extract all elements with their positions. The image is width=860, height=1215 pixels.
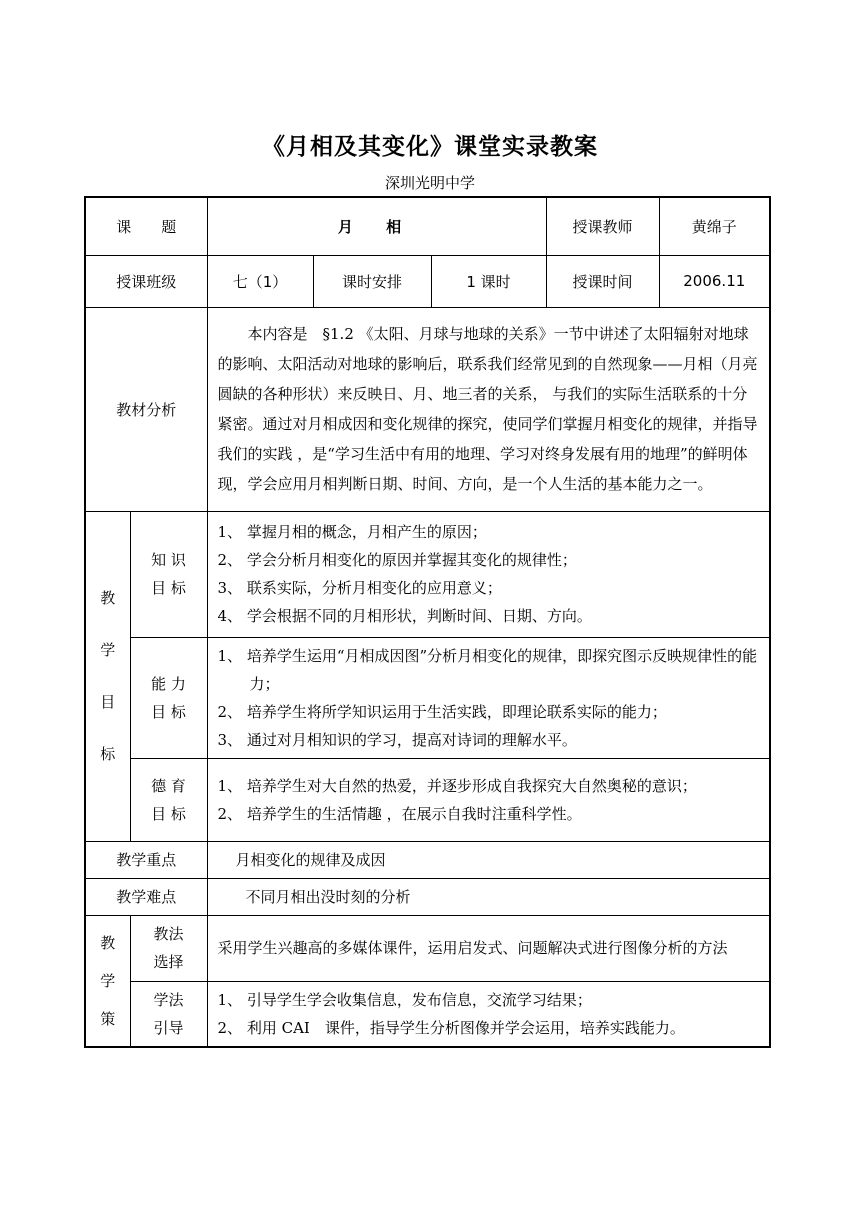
class-label: 授课班级: [85, 255, 207, 307]
time-value: 2006.11: [659, 255, 770, 307]
list-item: 2、 培养学生将所学知识运用于生活实践，即理论联系实际的能力；: [217, 702, 667, 721]
ability-objective-row: [85, 637, 770, 758]
teaching-method-label: [130, 915, 207, 981]
topic-value: 月 相: [207, 197, 546, 255]
list-item: 3、 通过对月相知识的学习，提高对诗词的理解水平。: [217, 730, 577, 749]
learning-method-row: [85, 981, 770, 1047]
difficulty-row: [85, 878, 770, 915]
class-row: [85, 255, 770, 307]
moral-objective-row: [85, 758, 770, 841]
knowledge-label-line: 目 标: [151, 579, 186, 597]
strategy-label-char: 学: [100, 971, 116, 990]
list-item: 2、 学会分析月相变化的原因并掌握其变化的规律性；: [217, 551, 577, 569]
knowledge-objective-list: [207, 511, 770, 637]
topic-row: [85, 197, 770, 255]
topic-label: 课 题: [85, 197, 207, 255]
difficulty-label: 教学难点: [85, 878, 207, 915]
list-item: 2、 利用 CAI 课件，指导学生分析图像并学会运用，培养实践能力。: [217, 1018, 685, 1037]
learning-label-line: 学法: [153, 990, 184, 1009]
analysis-row: [85, 307, 770, 511]
list-item: 1、 掌握月相的概念，月相产生的原因；: [217, 523, 487, 541]
lesson-plan-table: [84, 196, 771, 1048]
key-point-text: 月相变化的规律及成因: [207, 841, 770, 878]
teaching-method-text: 采用学生兴趣高的多媒体课件，运用启发式、问题解决式进行图像分析的方法: [207, 915, 770, 981]
ability-label-line: 能 力: [151, 674, 186, 693]
knowledge-objective-label: [130, 511, 207, 637]
difficulty-text: 不同月相出没时刻的分析: [207, 878, 770, 915]
ability-label-line: 目 标: [151, 702, 186, 721]
objectives-label-char: 教: [100, 589, 116, 607]
list-item: 4、 学会根据不同的月相形状，判断时间、日期、方向。: [217, 607, 592, 625]
learning-method-label: [130, 981, 207, 1047]
key-point-row: [85, 841, 770, 878]
knowledge-objective-row: [85, 511, 770, 637]
method-label-line: 选择: [153, 953, 184, 971]
teacher-label: 授课教师: [546, 197, 659, 255]
method-label-line: 教法: [153, 925, 184, 943]
objectives-label: [85, 511, 130, 841]
analysis-text: 本内容是 §1.2 《太阳、月球与地球的关系》一节中讲述了太阳辐射对地球的影响、太阳活动对地球的影响后，联系我们经常见到的自然现象——月相（月亮圆缺的各种形状）来反映日、月、地三者的关系， 与我们的实际生活联系的十分紧密。通过对月相成因和变化规律的探究，使同学们掌握月相变化的规律，并指导我们的实践 ，是“学习生活中有用的地理、学习对终身发展有用的地理”的鲜明体现，学会应用月相判断日期、时间、方向，是一个人生活的基本能力之一。: [207, 307, 770, 511]
ability-objective-label: [130, 637, 207, 758]
objectives-label-char: 标: [100, 745, 116, 763]
moral-objective-list: [207, 758, 770, 841]
schedule-value: 1 课时: [431, 255, 546, 307]
moral-label-line: 目 标: [151, 804, 186, 823]
ability-objective-list: [207, 637, 770, 758]
learning-label-line: 引导: [153, 1018, 184, 1037]
list-item: 1、 培养学生对大自然的热爱，并逐步形成自我探究大自然奥秘的意识；: [217, 776, 697, 795]
time-label: 授课时间: [546, 255, 659, 307]
school-name: 深圳光明中学: [384, 174, 475, 192]
strategy-label-char: 教: [100, 933, 116, 952]
knowledge-label-line: 知 识: [151, 551, 186, 569]
class-value: 七（1）: [207, 255, 313, 307]
analysis-label: 教材分析: [85, 307, 207, 511]
learning-method-list: [207, 981, 770, 1047]
list-item: 1、 培养学生运用“月相成因图”分析月相变化的规律，即探究图示反映规律性的能力；: [217, 646, 758, 693]
list-item: 2、 培养学生的生活情趣 ，在展示自我时注重科学性。: [217, 804, 582, 823]
strategy-label-char: 策: [100, 1009, 116, 1028]
moral-objective-label: [130, 758, 207, 841]
moral-label-line: 德 育: [151, 776, 186, 795]
objectives-label-char: 学: [100, 641, 116, 659]
key-point-label: 教学重点: [85, 841, 207, 878]
document-title: 《月相及其变化》课堂实录教案: [262, 133, 598, 160]
strategy-label: [85, 915, 130, 1047]
list-item: 1、 引导学生学会收集信息，发布信息，交流学习结果；: [217, 990, 592, 1009]
teaching-method-row: [85, 915, 770, 981]
objectives-label-char: 目: [100, 693, 116, 711]
teacher-name: 黄绵子: [659, 197, 770, 255]
list-item: 3、 联系实际，分析月相变化的应用意义；: [217, 579, 502, 597]
schedule-label: 课时安排: [313, 255, 431, 307]
